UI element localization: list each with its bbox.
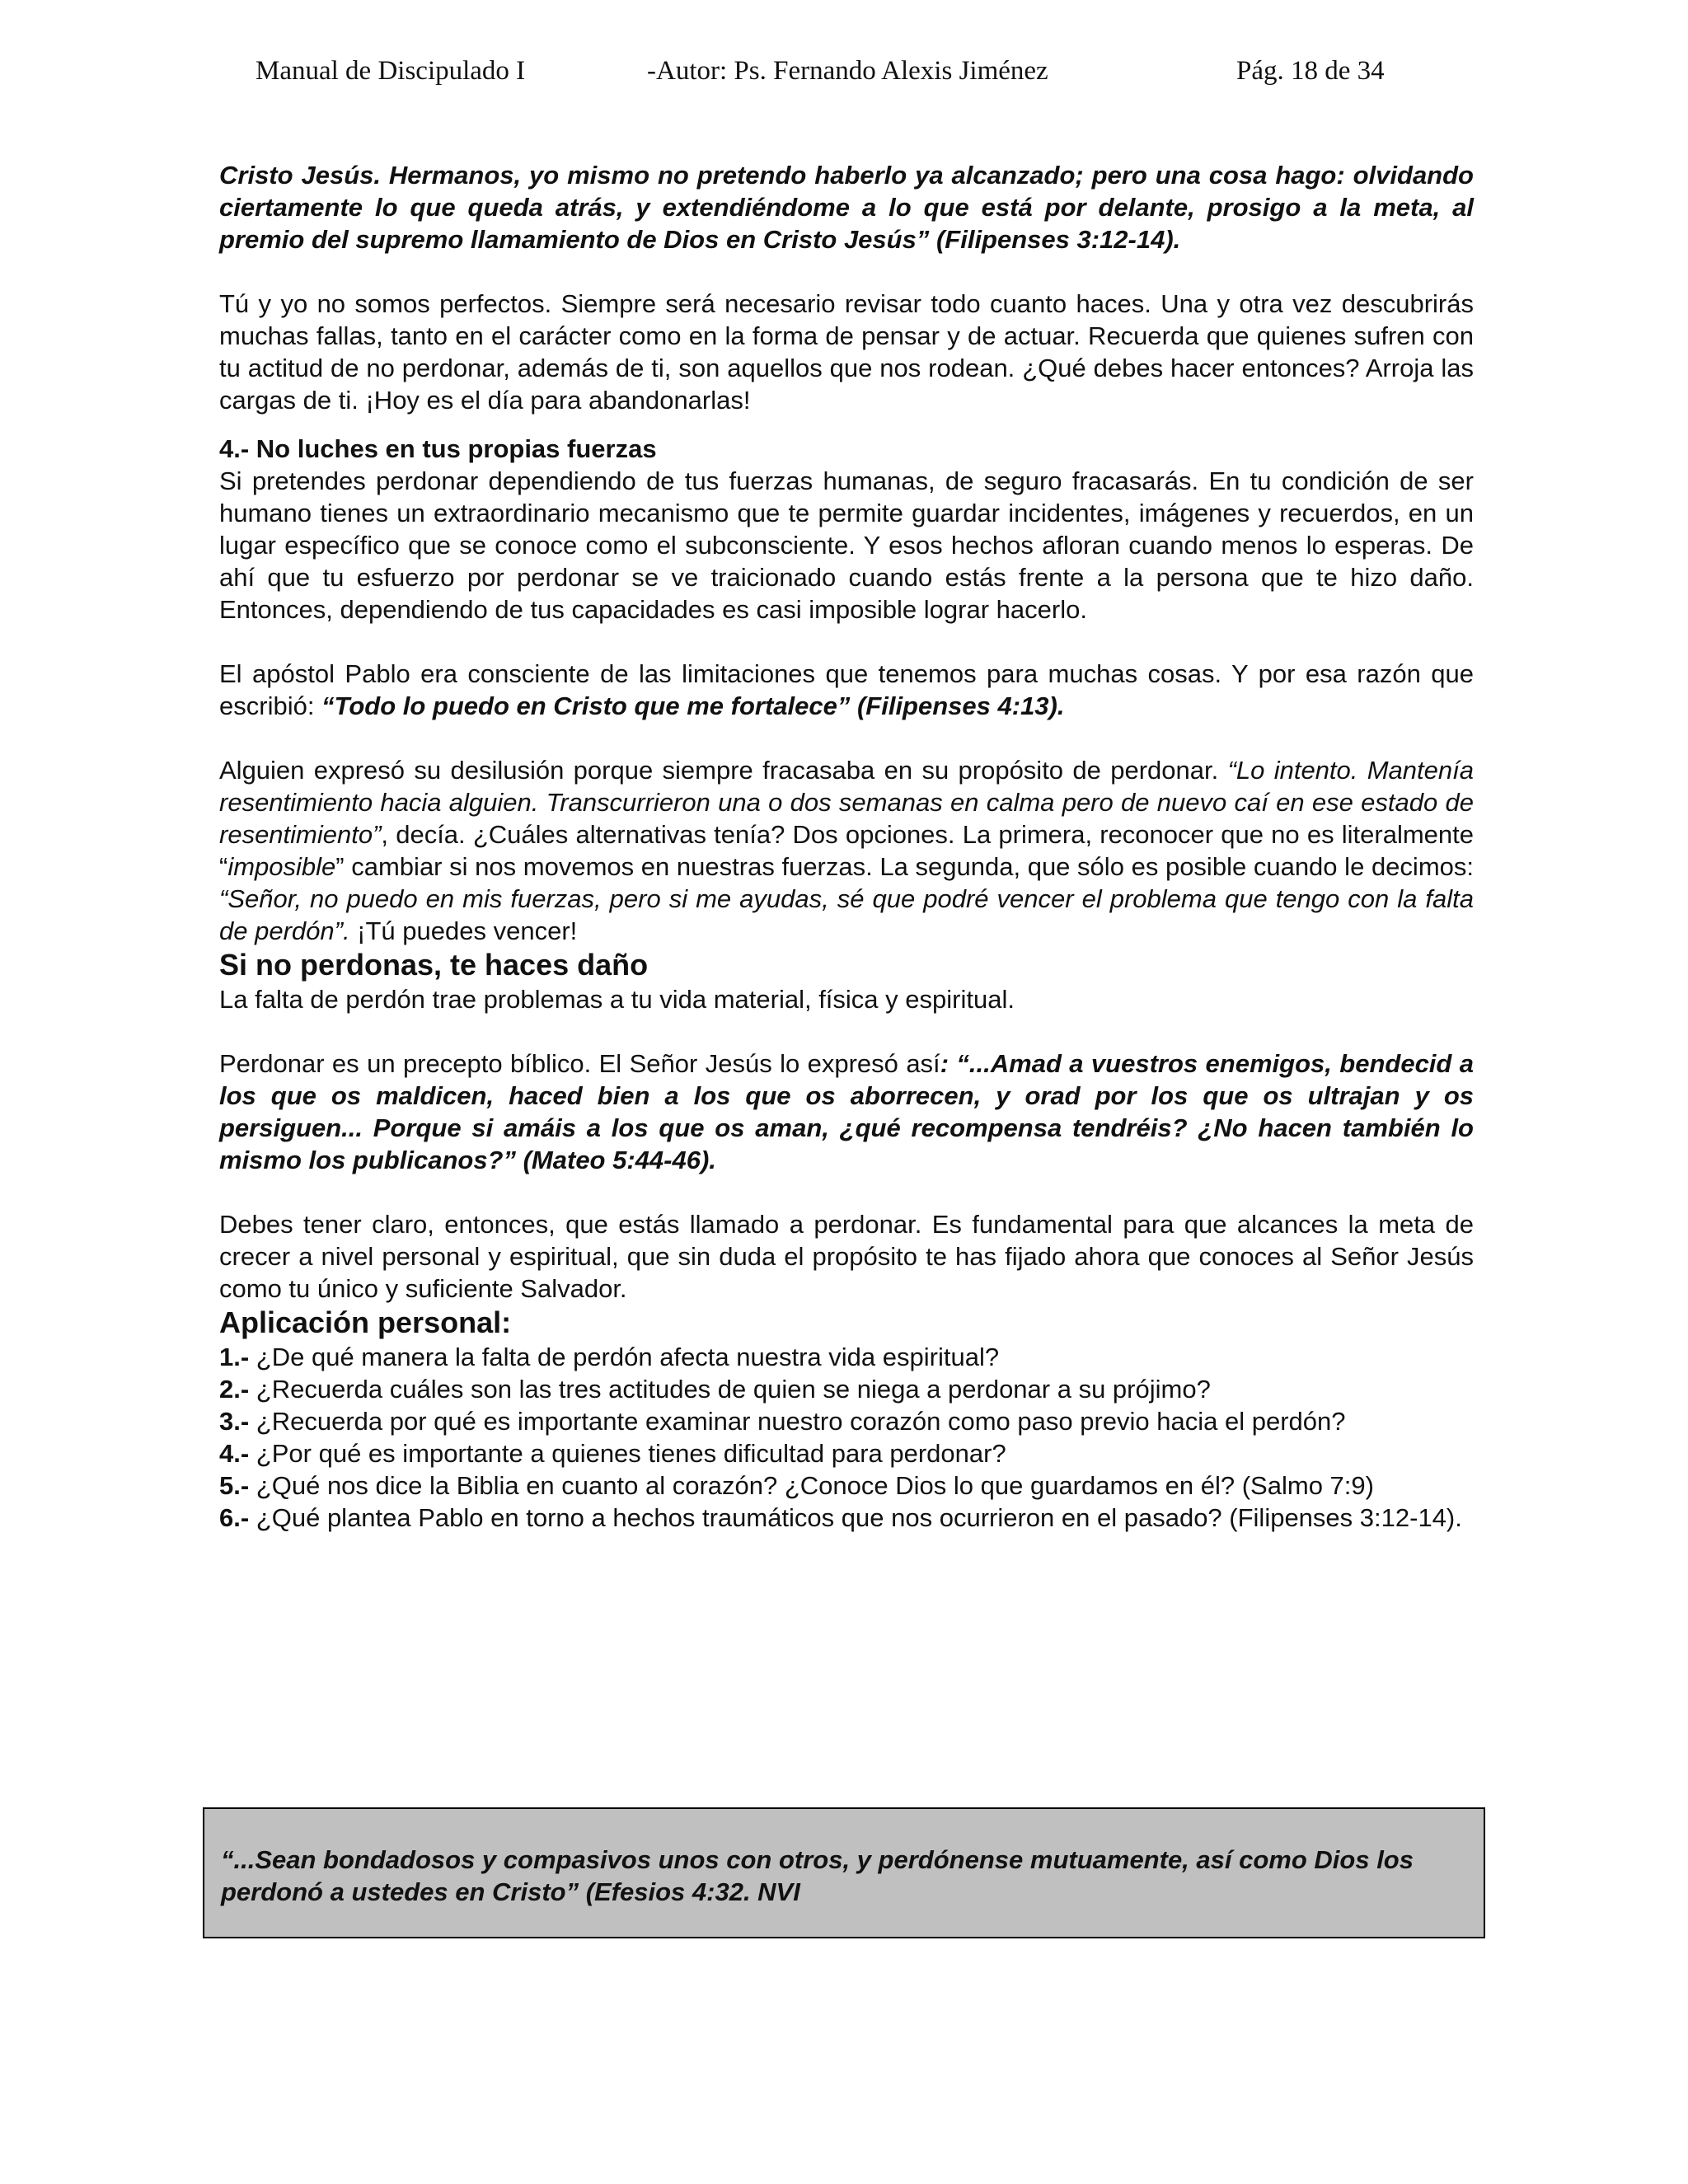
paragraph-llamado-a-perdonar: Debes tener claro, entonces, que estás llamado a perdonar. Es fundamental para que alcances la meta de crecer a nivel personal y espiritual, que sin duda el propósito te has fijado ahora que conoces al Señor Jesús como tu único y suficiente Salvador.: [219, 1210, 1474, 1303]
question-text: ¿Recuerda por qué es importante examinar nuestro corazón como paso previo hacia el perdón?: [249, 1407, 1346, 1436]
paragraph-apostol-pablo: [219, 658, 1474, 722]
list-item: [219, 1373, 1474, 1405]
text-run-bold-italic: “Todo lo puedo en Cristo que me fortalece” (Filipenses 4:13).: [321, 691, 1065, 720]
text-run: ¡Tú puedes vencer!: [349, 916, 578, 945]
text-run: El apóstol Pablo era consciente de las limitaciones que tenemos para muchas cosas. Y por esa razón que escribió:: [219, 659, 1474, 720]
text-run-italic: “Señor, no puedo en mis fuerzas, pero si me ayudas, sé que podré vencer el problema que tengo con la falta de perdón”.: [219, 884, 1474, 945]
question-number: 3.-: [219, 1407, 250, 1436]
list-item: [219, 1437, 1474, 1469]
list-item: [219, 1502, 1474, 1534]
text-run: Alguien expresó su desilusión porque siempre fracasaba en su propósito de perdonar.: [219, 756, 1228, 785]
heading-si-no-perdonas: Si no perdonas, te haces daño: [219, 948, 649, 982]
page-header: [0, 56, 1688, 97]
paragraph-falta-de-perdon: La falta de perdón trae problemas a tu vida material, física y espiritual.: [219, 985, 1015, 1014]
text-run: , decía. ¿Cuáles alternativas tenía? Dos opciones. La primera, reconocer que no es literalmente “: [219, 820, 1474, 881]
question-number: 1.-: [219, 1343, 250, 1371]
list-item: [219, 1405, 1474, 1437]
paragraph-desilusion: [219, 754, 1474, 947]
question-text: ¿Qué plantea Pablo en torno a hechos traumáticos que nos ocurrieron en el pasado? (Filipenses 3:12-14).: [249, 1503, 1462, 1532]
question-number: 4.-: [219, 1439, 250, 1468]
question-number: 2.-: [219, 1375, 250, 1404]
paragraph-no-somos-perfectos: Tú y yo no somos perfectos. Siempre será necesario revisar todo cuanto haces. Una y otra vez descubrirás muchas fallas, tanto en el carácter como en la forma de pensar y de actuar. Recuerda que quienes sufren con tu actitud de no perdonar, además de ti, son aquellos que nos rodean. ¿Qué debes hacer entonces? Arroja las cargas de ti. ¡Hoy es el día para abandonarlas!: [219, 289, 1474, 415]
document-author: -Autor: Ps. Fernando Alexis Jiménez: [647, 56, 1048, 86]
heading-aplicacion-personal: Aplicación personal:: [219, 1305, 512, 1339]
question-text: ¿De qué manera la falta de perdón afecta nuestra vida espiritual?: [249, 1343, 1000, 1371]
text-run-bold-italic: : “...Amad a vuestros enemigos, bendecid a los que os maldicen, haced bien a los que os aborrecen, y orad por los que os ultrajan y os persiguen... Porque si amáis a los que os aman, ¿qué recompensa tendréis? ¿No hacen también lo mismo los publicanos?” (Mateo 5:44-46).: [219, 1049, 1474, 1174]
paragraph-quote-filipenses: Cristo Jesús. Hermanos, yo mismo no pretendo haberlo ya alcanzado; pero una cosa hago: olvidando ciertamente lo que queda atrás, y extendiéndome a lo que está por delante, prosigo a la meta, al premio del supremo llamamiento de Dios en Cristo Jesús” (Filipenses 3:12-14).: [219, 161, 1474, 254]
question-text: ¿Por qué es importante a quienes tienes dificultad para perdonar?: [249, 1439, 1006, 1468]
question-text: ¿Recuerda cuáles son las tres actitudes de quien se niega a perdonar a su prójimo?: [249, 1375, 1211, 1404]
text-run: ” cambiar si nos movemos en nuestras fuerzas. La segunda, que sólo es posible cuando le decimos:: [335, 852, 1474, 881]
subheading-no-luches: 4.- No luches en tus propias fuerzas: [219, 434, 657, 463]
text-run-italic: imposible: [227, 852, 336, 881]
paragraph-precepto-biblico: [219, 1047, 1474, 1176]
question-number: 6.-: [219, 1503, 250, 1532]
page-number: Pág. 18 de 34: [1236, 56, 1385, 86]
document-title: Manual de Discipulado I: [256, 56, 526, 86]
text-run: Perdonar es un precepto bíblico. El Señor Jesús lo expresó así: [219, 1049, 940, 1078]
quote-box-efesios: [203, 1807, 1485, 1938]
list-item: [219, 1469, 1474, 1502]
question-text: ¿Qué nos dice la Biblia en cuanto al corazón? ¿Conoce Dios lo que guardamos en él? (Salmo 7:9): [249, 1471, 1374, 1500]
paragraph-fuerzas-humanas: Si pretendes perdonar dependiendo de tus fuerzas humanas, de seguro fracasarás. En tu condición de ser humano tienes un extraordinario mecanismo que te permite guardar incidentes, imágenes y recuerdos, en un lugar específico que se conoce como el subconsciente. Y esos hechos afloran cuando menos lo esperas. De ahí que tu esfuerzo por perdonar se ve traicionado cuando estás frente a la persona que te hizo daño. Entonces, dependiendo de tus capacidades es casi imposible lograr hacerlo.: [219, 466, 1474, 624]
page-body: [219, 159, 1474, 1534]
quote-text: “...Sean bondadosos y compasivos unos con otros, y perdónense mutuamente, así como Dios los perdonó a ustedes en Cristo” (Efesios 4:32. NVI: [221, 1845, 1414, 1906]
questions-list: [219, 1341, 1474, 1534]
question-number: 5.-: [219, 1471, 250, 1500]
list-item: [219, 1341, 1474, 1373]
text-run-italic: “Lo intento. Mantenía resentimiento hacia alguien. Transcurrieron una o dos semanas en calma pero de nuevo caí en ese estado de resentimiento”: [219, 756, 1474, 849]
